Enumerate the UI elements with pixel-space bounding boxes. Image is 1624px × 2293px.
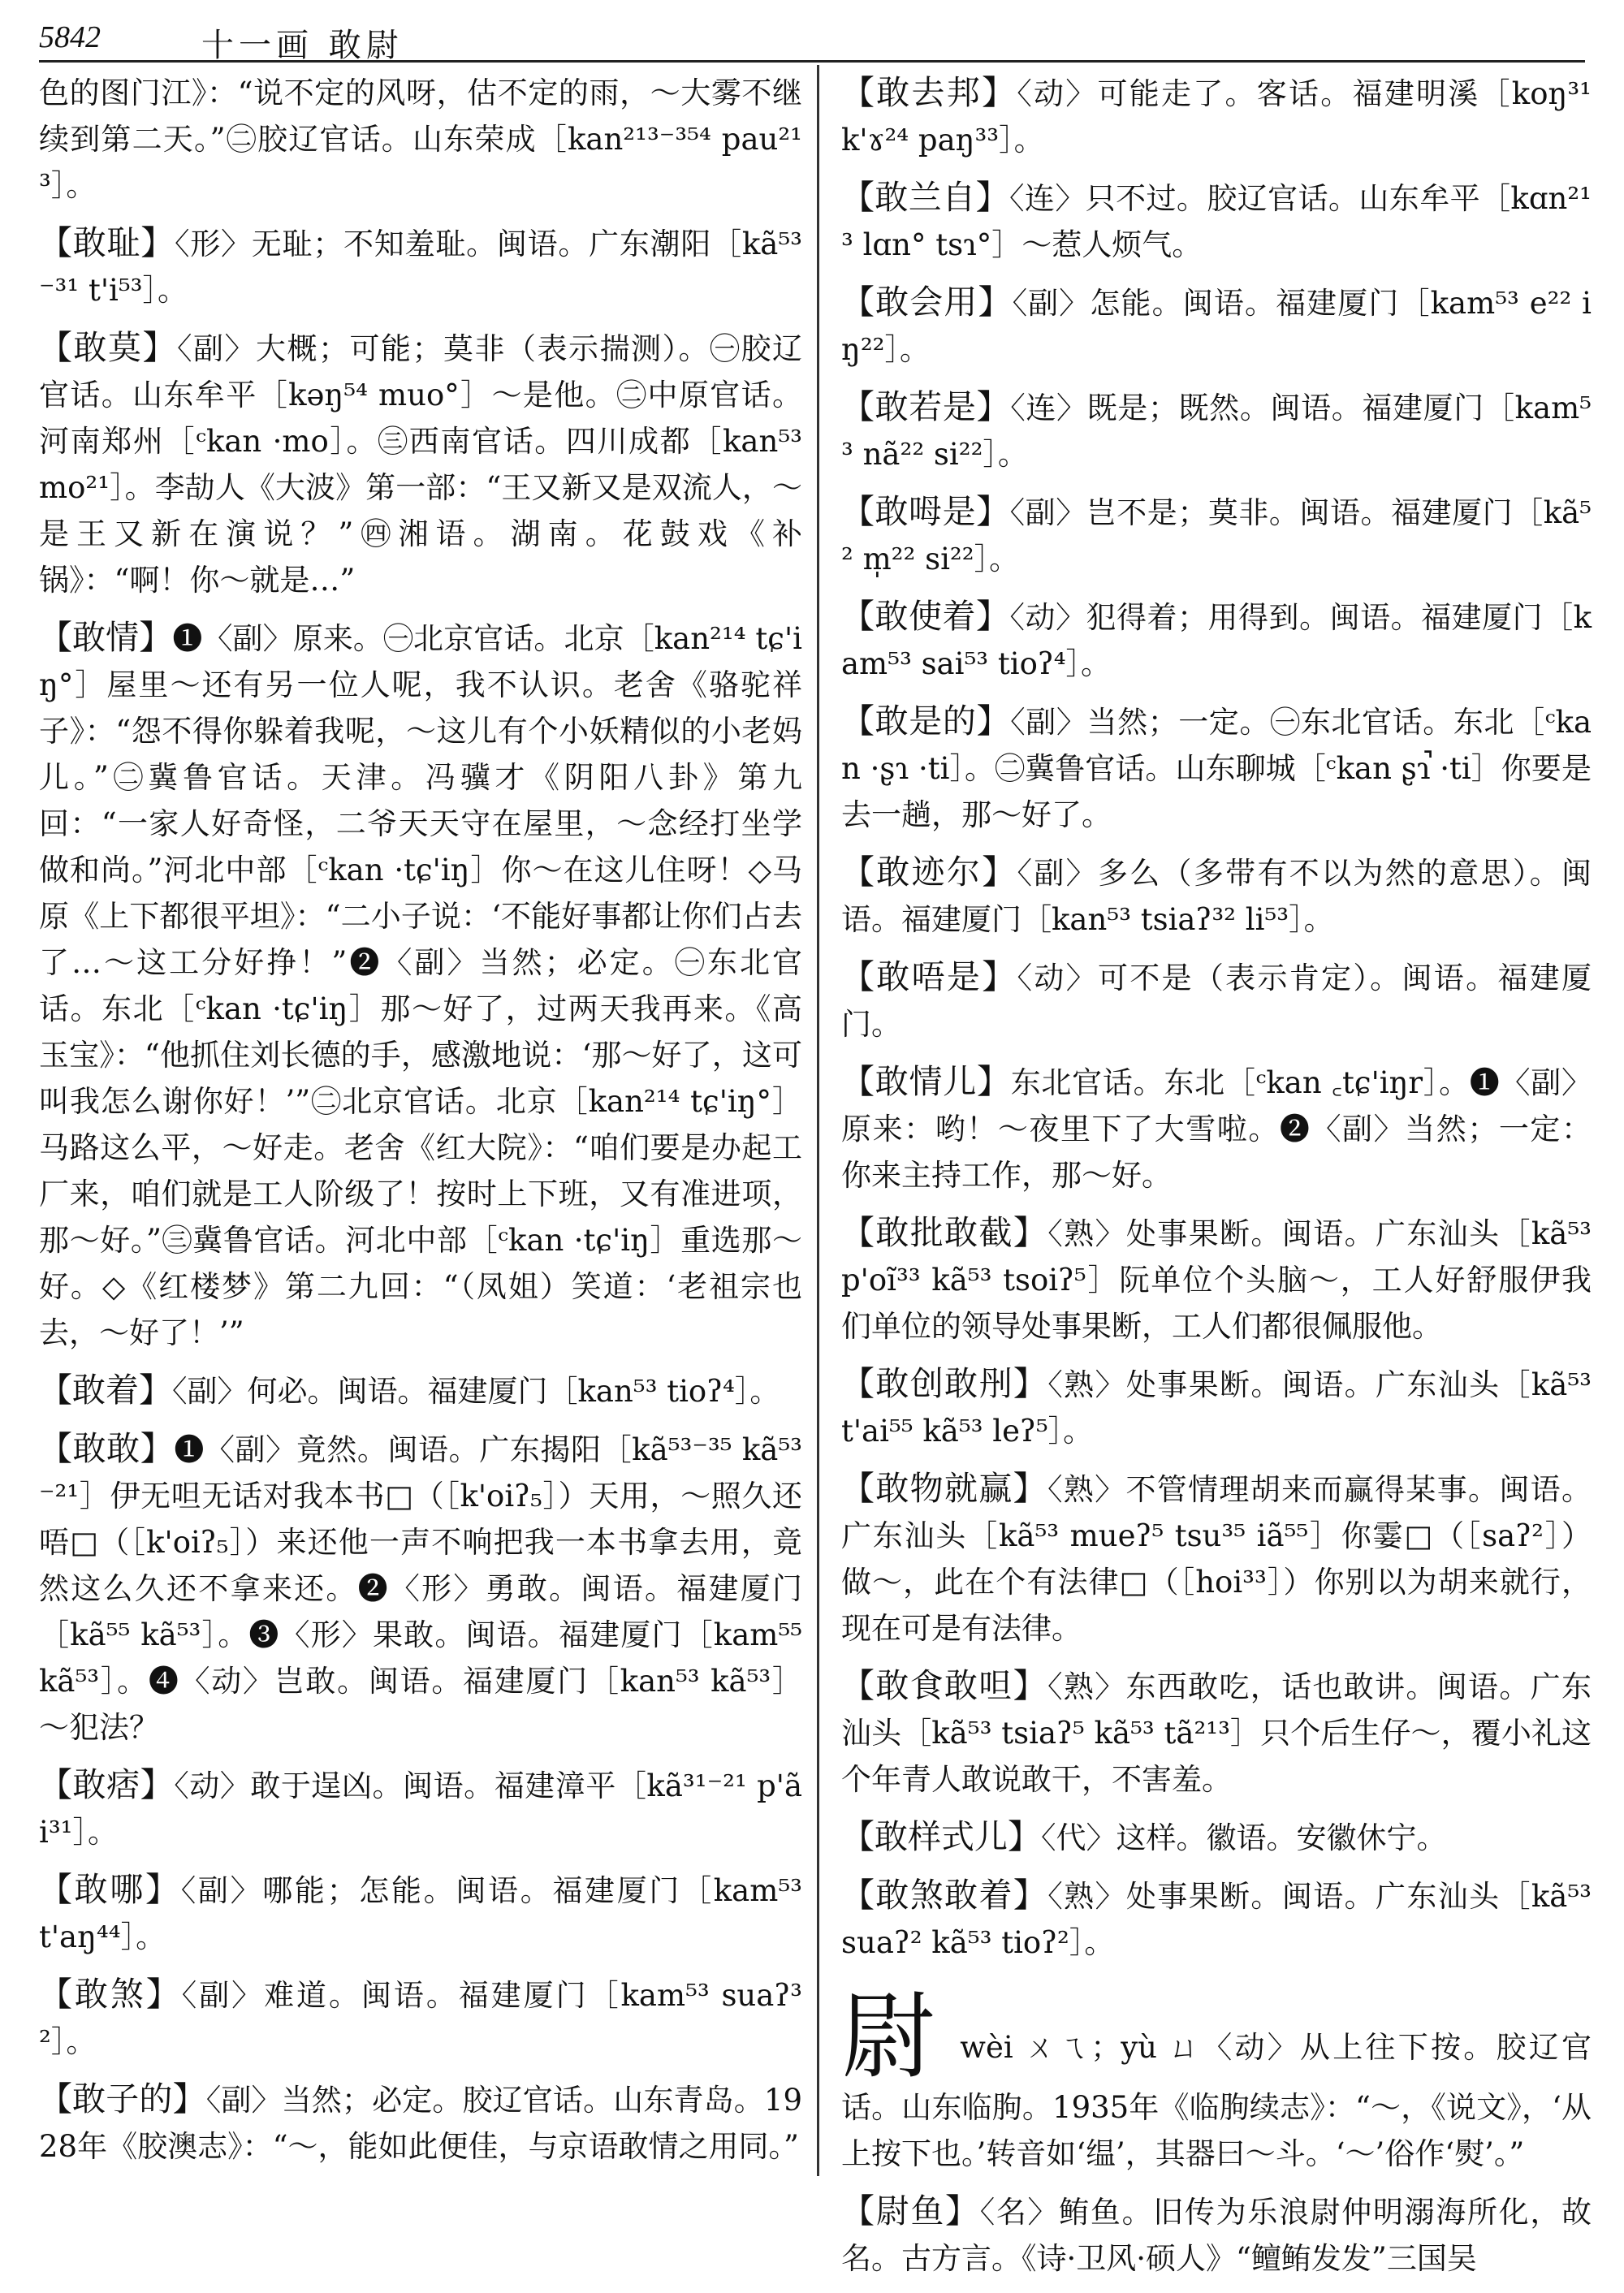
entry-ganwujiuying: 【敢物就赢】〈熟〉不管情理胡来而赢得某事。闽语。广东汕头［kã⁵³ mueʔ⁵ tsu³⁵ iã⁵⁵］你霎□（［saʔ²］）做～，此在个有法律□（［hoi³³］）你别以为胡来就行，现在可是有法律。 xyxy=(841,1469,1592,1646)
headword: 【敢情儿】 xyxy=(841,1062,1011,1101)
headword: 【敢煞】 xyxy=(39,1975,182,2014)
entry-ganqing: 【敢情】❶〈副〉原来。㊀北京官话。北京［kan²¹⁴ tɕ'iŋ°］屋里～还有另一位人呢，我不认识。老舍《骆驼祥子》：“怨不得你躲着我呢，～这儿有个小妖精似的小老妈儿。”㊁冀鲁官话。天津。冯骥才《阴阳八卦》第九回：“一家人好奇怪，二爷天天守在屋里，～念经打坐学做和尚。”河北中部［ᶜkan ·tɕ'iŋ］你～在这儿住呀！◇马原《上下都很平坦》：“二小子说：‘不能好事都让你们占去了…～这工分好挣！”❷〈副〉当然；必定。㊀东北官话。东北［ᶜkan ·tɕ'iŋ］那～好了，过两天我再来。《高玉宝》：“他抓住刘长德的手，感激地说：‘那～好了，这可叫我怎么谢你好！’”㊁北京官话。北京［kan²¹⁴ tɕ'iŋ°］马路这么平，～好走。老舍《红大院》：“咱们要是办起工厂来，咱们就是工人阶级了！按时上下班，又有准进项，那～好。”㊂冀鲁官话。河北中部［ᶜkan ·tɕ'iŋ］重选那～好。◇《红楼梦》第二九回：“（凤姐）笑道：‘老祖宗也去，～好了！’” xyxy=(39,618,803,1350)
headword: 【敢痞】 xyxy=(39,1765,175,1804)
entry-ganshigandan: 【敢食敢呾】〈熟〉东西敢吃，话也敢讲。闽语。广东汕头［kã⁵³ tsiaʔ⁵ kã⁵³ tã²¹³］只个后生仔～，覆小礼这个年青人敢说敢干，不害羞。 xyxy=(841,1666,1592,1797)
headword: 【敢样式儿】 xyxy=(841,1817,1041,1856)
entry-ganwushi: 【敢唔是】〈动〉可不是（表示肯定）。闽语。福建厦门。 xyxy=(841,957,1592,1042)
entry-ganpiganjie: 【敢批敢截】〈熟〉处事果断。闽语。广东汕头［kã⁵³ p'oĩ³³ kã⁵³ tsoiʔ⁵］阮单位个头脑～，工人好舒服伊我们单位的领导处事果断，工人们都很佩服他。 xyxy=(841,1213,1592,1344)
headword: 【敢会用】 xyxy=(841,283,1013,322)
entry-gangan: 【敢敢】❶〈副〉竟然。闽语。广东揭阳［kã⁵³⁻³⁵ kã⁵³⁻²¹］伊无呾无话对我本书□（［k'oiʔ₅］）天用，～照久还唔□（［k'oiʔ₅］）来还他一声不响把我一本书拿去用，竟然这么久还不拿来还。❷〈形〉勇敢。闽语。福建厦门［kã⁵⁵ kã⁵³］。❸〈形〉果敢。闽语。福建厦门［kam⁵⁵ kã⁵³］。❹〈动〉岂敢。闽语。福建厦门［kan⁵³ kã⁵³］～犯法？ xyxy=(39,1429,803,1745)
right-column xyxy=(841,70,1592,2293)
left-column xyxy=(39,70,802,2181)
headword: 【敢呣是】 xyxy=(841,492,1010,531)
entry-ganlanzi: 【敢兰自】〈连〉只不过。胶辽官话。山东牟平［kɑn²¹³ lɑn° tsɿ°］～惹人烦气。 xyxy=(841,178,1592,262)
entry-ganyangshier: 【敢样式儿】〈代〉这样。徽语。安徽休宁。 xyxy=(841,1817,1447,1856)
headword: 【敢情】 xyxy=(39,618,173,657)
section-title: 十一画 敢尉 xyxy=(201,27,404,64)
headword: 【敢煞敢着】 xyxy=(841,1876,1048,1915)
entry-ganmshi: 【敢呣是】〈副〉岂不是；莫非。闽语。福建厦门［kã⁵² m̩²² si²²］。 xyxy=(841,492,1592,576)
column-divider xyxy=(817,65,819,2176)
entry-ganshaganzhe: 【敢煞敢着】〈熟〉处事果断。闽语。广东汕头［kã⁵³ suaʔ² kã⁵³ tioʔ²］。 xyxy=(841,1876,1592,1960)
headword: 【敢耻】 xyxy=(39,223,175,262)
entry-ganpi: 【敢痞】〈动〉敢于逞凶。闽语。福建漳平［kã³¹⁻²¹ p'ãi³¹］。 xyxy=(39,1765,802,1850)
entry-ganmo: 【敢莫】〈副〉大概；可能；莫非（表示揣测）。㊀胶辽官话。山东牟平［kəŋ⁵⁴ muo°］～是他。㊁中原官话。河南郑州［ᶜkan ·mo］。㊂西南官话。四川成都［kan⁵³ mo²¹］。李劼人《大波》第一部：“王又新又是双流人，～是王又新在演说？”㊃湘语。湖南。花鼓戏《补锅》：“啊！你～就是…” xyxy=(39,328,802,598)
headword: 【敢物就赢】 xyxy=(841,1469,1047,1508)
headword: 【敢创敢刐】 xyxy=(841,1364,1048,1403)
header-rule xyxy=(39,60,1585,63)
headword: 【敢是的】 xyxy=(841,702,1011,741)
headword-entry-wei: 尉 wèi ㄨㄟ；yù ㄩ〈动〉从上往下按。胶辽官话。山东临朐。1935年《临朐续志》：“～，《说文》，‘从上按下也。’转音如‘缊’，其器曰～斗。‘～’俗作‘熨’。” xyxy=(841,1982,1592,2171)
entry-ganruoshi: 【敢若是】〈连〉既是；既然。闽语。福建厦门［kam⁵³ nã²² si²²］。 xyxy=(841,387,1592,472)
entry-continuation: 色的图门江》：“说不定的风呀，估不定的雨，～大雾不继续到第二天。”㊁胶辽官话。山东荣成［kan²¹³⁻³⁵⁴ pau²¹³］。 xyxy=(39,76,802,203)
headword: 【敢子的】 xyxy=(39,2079,206,2118)
headword: 【敢若是】 xyxy=(841,387,1011,426)
headword: 【敢敢】 xyxy=(39,1429,175,1468)
headword: 【敢莫】 xyxy=(39,328,177,367)
entry-ganchi: 【敢耻】〈形〉无耻；不知羞耻。闽语。广东潮阳［kã⁵³⁻³¹ t'i⁵³］。 xyxy=(39,223,803,308)
headword: 【敢着】 xyxy=(39,1371,172,1410)
entry-ganchuanganle: 【敢创敢刐】〈熟〉处事果断。闽语。广东汕头［kã⁵³ t'ai⁵⁵ kã⁵³ leʔ⁵］。 xyxy=(841,1364,1592,1449)
entry-gansha: 【敢煞】〈副〉难道。闽语。福建厦门［kam⁵³ suaʔ³²］。 xyxy=(39,1975,802,2059)
entry-ganzhe: 【敢着】〈副〉何必。闽语。福建厦门［kan⁵³ tioʔ⁴］。 xyxy=(39,1371,780,1410)
entry-weiyu: 【尉鱼】〈名〉鲔鱼。旧传为乐浪尉仲明溺海所化，故名。古方言。《诗·卫风·硕人》“鳣鲔发发”三国吴 xyxy=(841,2192,1592,2276)
headword: 【敢批敢截】 xyxy=(841,1213,1048,1252)
headword: 【敢使着】 xyxy=(841,597,1010,636)
headword: 【敢哪】 xyxy=(39,1870,181,1909)
headword-large: 尉 xyxy=(841,1982,939,2092)
entry-ganqubang: 【敢去邦】〈动〉可能走了。客话。福建明溪［koŋ³¹ k'ɤ²⁴ paŋ³³］。 xyxy=(841,73,1592,158)
headword: 【敢唔是】 xyxy=(841,957,1017,996)
entry-ganshide: 【敢是的】〈副〉当然；一定。㊀东北官话。东北［ᶜkan ·ʂɿ ·ti］。㊁冀鲁官话。山东聊城［ᶜkan ʂɿ̚ ·ti］你要是去一趟，那～好了。 xyxy=(841,702,1592,832)
entry-ganjier: 【敢迹尔】〈副〉多么（多带有不以为然的意思）。闽语。福建厦门［kan⁵³ tsiaʔ³² li⁵³］。 xyxy=(841,853,1592,937)
entry-ganshizhe: 【敢使着】〈动〉犯得着；用得到。闽语。福建厦门［kam⁵³ sai⁵³ tioʔ⁴］。 xyxy=(841,597,1592,681)
headword: 【尉鱼】 xyxy=(841,2192,980,2230)
headword: 【敢兰自】 xyxy=(841,178,1010,217)
entry-ganna: 【敢哪】〈副〉哪能；怎能。闽语。福建厦门［kam⁵³ t'aŋ⁴⁴］。 xyxy=(39,1870,802,1954)
headword: 【敢去邦】 xyxy=(841,73,1017,112)
entry-ganzide: 【敢子的】〈副〉当然；必定。胶辽官话。山东青岛。1928年《胶澳志》：“～，能如此便佳，与京语敢情之用同。” xyxy=(39,2079,802,2164)
entry-ganhuiyong: 【敢会用】〈副〉怎能。闽语。福建厦门［kam⁵³ e²² iŋ²²］。 xyxy=(841,283,1592,367)
entry-ganqinger: 【敢情儿】东北官话。东北［ᶜkan ꜀tɕ'iŋr］。❶〈副〉原来：哟！～夜里下了大雪啦。❷〈副〉当然；一定：你来主持工作，那～好。 xyxy=(841,1062,1592,1193)
headword: 【敢迹尔】 xyxy=(841,853,1017,892)
headword: 【敢食敢呾】 xyxy=(841,1666,1047,1705)
page-number: 5842 xyxy=(39,20,101,54)
